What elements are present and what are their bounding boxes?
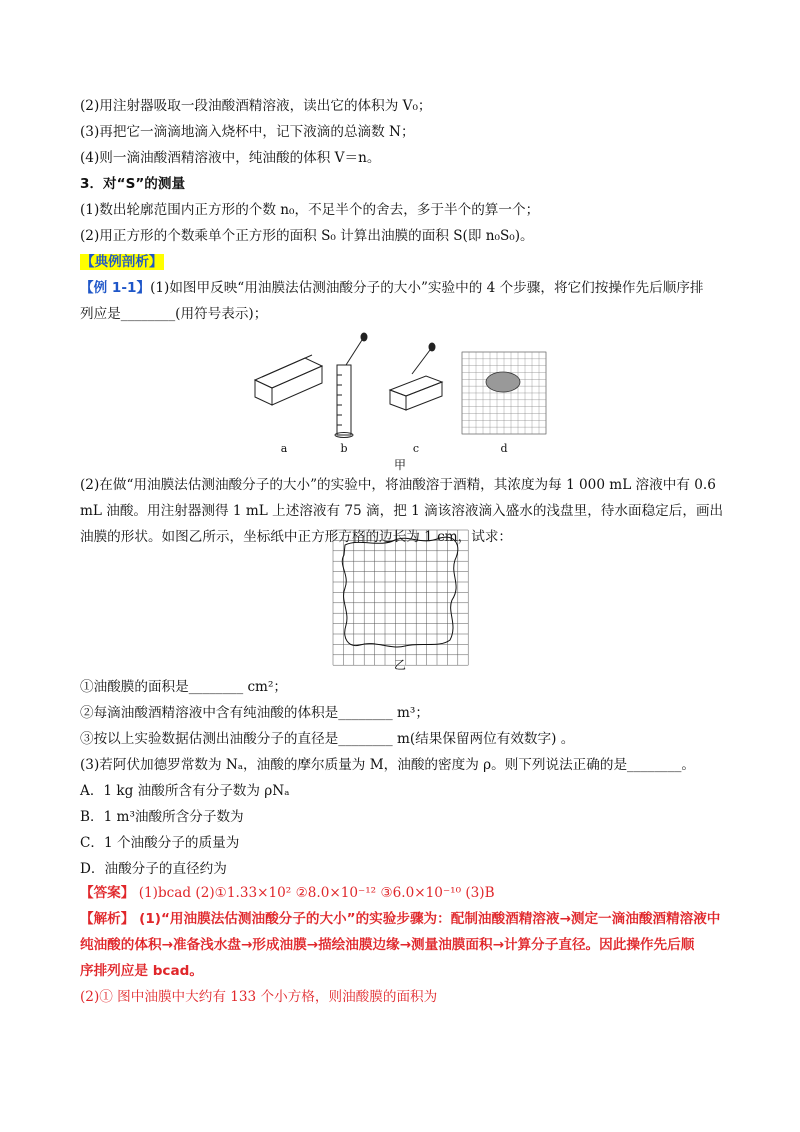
question-2-cont: 油膜的形状。如图乙所示，坐标纸中正方形方格的边长为 1 cm，试求： bbox=[80, 529, 513, 545]
figure-jia-caption: 甲 bbox=[393, 458, 406, 472]
analysis-cont: 纯油酸的体积→准备浅水盘→形成油膜→描绘油膜边缘→测量油膜面积→计算分子直径。因此操作先后顺 bbox=[80, 937, 695, 953]
grid-oil-illustration bbox=[462, 352, 546, 434]
text-line: (2)用注射器吸取一段油酸酒精溶液，读出它的体积为 V₀； bbox=[80, 98, 432, 114]
question-1-text: (1)如图甲反映“用油膜法估测油酸分子的大小”实验中的 4 个步骤，将它们按操作先后顺序排 bbox=[150, 280, 704, 296]
question-2-cont: mL 油酸。用注射器测得 1 mL 上述溶液有 75 滴，把 1 滴该溶液滴入盛水的浅盘里，待水面稳定后，画出 bbox=[80, 503, 724, 519]
answer-text: (1)bcad (2)①1.33×10² ②8.0×10⁻¹² ③6.0×10⁻¹⁰ (3)B bbox=[138, 885, 495, 901]
sub-question-1: ①油酸膜的面积是________ cm²； bbox=[80, 679, 287, 695]
figure-label-a: a bbox=[280, 442, 288, 455]
answer-line bbox=[80, 884, 495, 902]
section-heading: 3．对“S”的测量 bbox=[80, 176, 186, 192]
figure-label-d: d bbox=[500, 442, 508, 455]
option-b: B．1 m³油酸所含分子数为 bbox=[80, 809, 244, 825]
question-1-cont: 列应是________(用符号表示)； bbox=[80, 306, 268, 322]
analysis-label: 【解析】 bbox=[80, 911, 135, 927]
figure-yi-caption: 乙 bbox=[393, 658, 406, 672]
question-2-line: (2)在做“用油膜法估测油酸分子的大小”的实验中，将油酸溶于酒精，其浓度为每 1 000 mL 溶液中有 0.6 bbox=[80, 477, 716, 493]
example-tag: 【例 1-1】 bbox=[80, 280, 151, 296]
sub-question-3: ③按以上实验数据估测出油酸分子的直径是________ m(结果保留两位有效数字) 。 bbox=[80, 731, 575, 747]
figure-jia bbox=[0, 330, 800, 450]
option-d: D．油酸分子的直径约为 bbox=[80, 861, 227, 877]
analysis-cont: (2)① 图中油膜中大约有 133 个小方格，则油酸膜的面积为 bbox=[80, 989, 438, 1005]
text-line: (1)数出轮廓范围内正方形的个数 n₀，不足半个的舍去，多于半个的算一个； bbox=[80, 202, 540, 218]
text-line: (2)用正方形的个数乘单个正方形的面积 S₀ 计算出油膜的面积 S(即 n₀S₀)。 bbox=[80, 228, 534, 244]
tray-illustration bbox=[255, 355, 322, 405]
question-3-line: (3)若阿伏加德罗常数为 Nₐ，油酸的摩尔质量为 M，油酸的密度为 ρ。则下列说法正确的是________。 bbox=[80, 757, 696, 773]
oil-film-outline bbox=[342, 537, 457, 647]
option-a: A．1 kg 油酸所含有分子数为 ρNₐ bbox=[80, 783, 290, 799]
analysis-cont: 序排列应是 bcad。 bbox=[80, 963, 203, 979]
analysis-text: (1)“用油膜法估测油酸分子的大小”的实验步骤为：配制油酸酒精溶液→测定一滴油酸酒精溶液中 bbox=[139, 911, 721, 927]
text-line: (4)则一滴油酸酒精溶液中，纯油酸的体积 V＝n。 bbox=[80, 150, 381, 166]
option-c: C．1 个油酸分子的质量为 bbox=[80, 835, 240, 851]
figure-label-c: c bbox=[412, 442, 420, 455]
block-illustration bbox=[390, 343, 442, 410]
text-line: (3)再把它一滴滴地滴入烧杯中，记下液滴的总滴数 N； bbox=[80, 124, 415, 140]
question-1-line bbox=[80, 279, 704, 297]
analysis-line bbox=[80, 910, 720, 928]
figure-label-b: b bbox=[340, 442, 348, 455]
cylinder-illustration bbox=[335, 333, 367, 438]
sub-question-2: ②每滴油酸酒精溶液中含有纯油酸的体积是________ m³； bbox=[80, 705, 429, 721]
answer-label: 【答案】 bbox=[80, 885, 135, 901]
figure-yi bbox=[0, 0, 800, 130]
section-title-highlight: 【典例剖析】 bbox=[81, 254, 163, 270]
example-section-title bbox=[80, 253, 164, 271]
